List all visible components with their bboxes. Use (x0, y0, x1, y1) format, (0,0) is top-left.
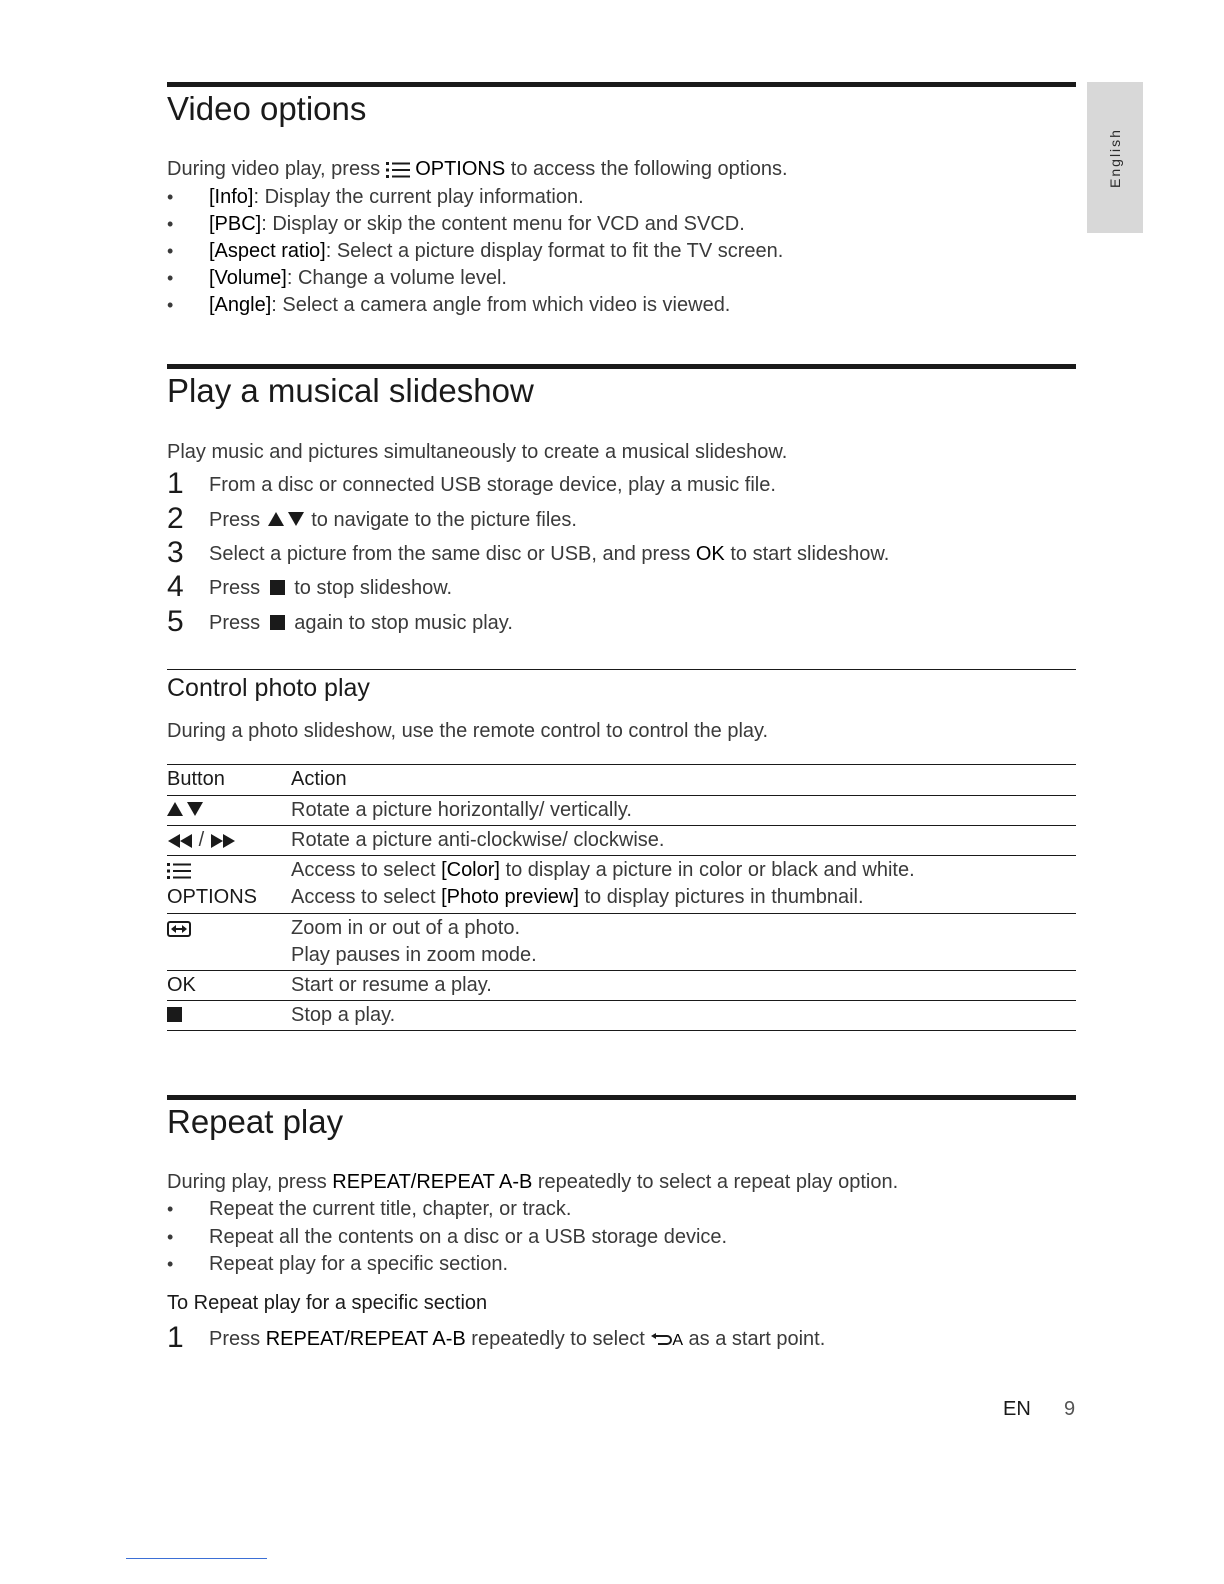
step-item: 3 Select a picture from the same disc or USB, and press OK to start slideshow. (167, 536, 890, 569)
footer-language: EN (1003, 1398, 1031, 1420)
up-arrow-icon (167, 802, 183, 816)
video-options-intro: During video play, press OPTIONS to access the following options. (167, 158, 788, 180)
down-arrow-icon (187, 802, 203, 816)
step-item: 1 Press REPEAT/REPEAT A-B repeatedly to select A as a start point. (167, 1321, 826, 1354)
table-rule (167, 825, 1076, 826)
table-row-button (167, 1002, 186, 1029)
repeat-play-title: Repeat play (167, 1103, 344, 1140)
table-row-action: Access to select [Photo preview] to display pictures in thumbnail. (291, 886, 864, 908)
table-row-action: Rotate a picture horizontally/ vertically. (291, 799, 632, 821)
table-rule (167, 1030, 1076, 1031)
table-row-action: Access to select [Color] to display a picture in color or black and white. (291, 859, 915, 881)
list-item: • Repeat play for a specific section. (167, 1253, 509, 1275)
table-row-action: Start or resume a play. (291, 974, 492, 996)
stop-icon (167, 1007, 182, 1022)
list-item: • [Volume]: Change a volume level. (167, 267, 507, 289)
step-item: 4 Press to stop slideshow. (167, 570, 453, 603)
zoom-icon (167, 921, 191, 937)
repeat-play-intro: During play, press REPEAT/REPEAT A-B repeatedly to select a repeat play option. (167, 1171, 899, 1193)
list-item: • [Angle]: Select a camera angle from which video is viewed. (167, 294, 731, 316)
table-row-button: OK (167, 974, 196, 996)
step-item: 5 Press again to stop music play. (167, 605, 513, 638)
table-row-button (167, 797, 205, 824)
video-options-title: Video options (167, 90, 367, 127)
control-photo-intro: During a photo slideshow, use the remote control to control the play. (167, 720, 769, 742)
repeat-section-subheading: To Repeat play for a specific section (167, 1292, 488, 1314)
table-row-action: Stop a play. (291, 1004, 396, 1026)
table-row-action: Zoom in or out of a photo. (291, 917, 521, 939)
options-icon (386, 161, 410, 179)
language-tab (1087, 82, 1143, 233)
table-row-button (167, 915, 191, 942)
divider (126, 1558, 267, 1559)
options-label: OPTIONS (167, 886, 258, 908)
control-photo-title: Control photo play (167, 674, 370, 702)
table-rule (167, 970, 1076, 971)
rewind-icon (167, 834, 193, 848)
fast-forward-icon (210, 834, 236, 848)
subsection-rule (167, 669, 1076, 670)
table-rule (167, 1000, 1076, 1001)
table-row-action: Play pauses in zoom mode. (291, 944, 537, 966)
page-number: 9 (1064, 1398, 1076, 1420)
stop-icon (270, 580, 285, 595)
step-item: 2 Press to navigate to the picture files. (167, 502, 577, 535)
table-row-button: / (167, 827, 236, 854)
table-rule (167, 764, 1076, 765)
list-item: • [Aspect ratio]: Select a picture display format to fit the TV screen. (167, 240, 784, 262)
table-rule (167, 913, 1076, 914)
list-item: • Repeat the current title, chapter, or track. (167, 1198, 572, 1220)
options-icon (167, 862, 191, 880)
up-arrow-icon (268, 512, 284, 526)
table-rule (167, 855, 1076, 856)
list-item: • Repeat all the contents on a disc or a USB storage device. (167, 1226, 728, 1248)
list-item: • [Info]: Display the current play information. (167, 186, 584, 208)
slideshow-intro: Play music and pictures simultaneously to create a musical slideshow. (167, 441, 788, 463)
section-rule (167, 364, 1076, 369)
repeat-icon (650, 1333, 672, 1347)
table-row-action: Rotate a picture anti-clockwise/ clockwise. (291, 829, 665, 851)
table-header-action: Action (291, 768, 347, 790)
step-item: 1 From a disc or connected USB storage device, play a music file. (167, 467, 776, 500)
list-item: • [PBC]: Display or skip the content menu for VCD and SVCD. (167, 213, 745, 235)
section-rule (167, 82, 1076, 87)
language-tab-label: English (1107, 127, 1123, 188)
section-rule (167, 1095, 1076, 1100)
slideshow-title: Play a musical slideshow (167, 372, 534, 409)
stop-icon (270, 615, 285, 630)
table-rule (167, 795, 1076, 796)
table-header-button: Button (167, 768, 225, 790)
table-row-button (167, 857, 191, 884)
down-arrow-icon (288, 512, 304, 526)
